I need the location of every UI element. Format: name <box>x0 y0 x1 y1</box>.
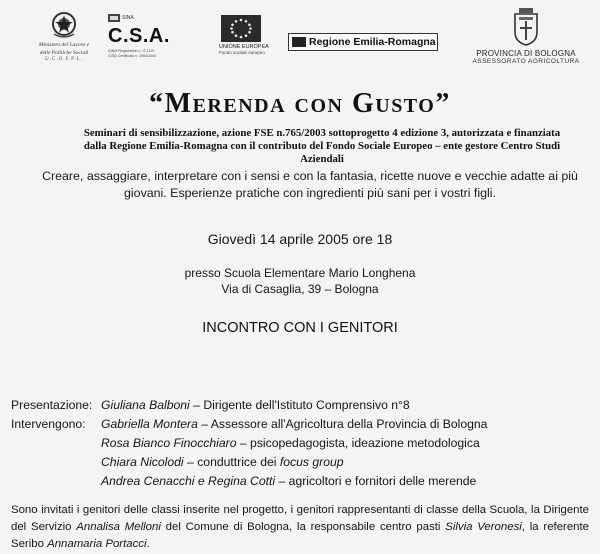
speaker-role: – Assessore all'Agricoltura della Provincia di Bologna <box>197 417 488 431</box>
invite-name: Silvia Veronesi <box>445 521 522 533</box>
intro-line2: giovani. Esperienze pratiche con ingredienti più sani per i vostri figli. <box>124 186 496 200</box>
logo-strip <box>0 6 600 78</box>
section-heading: INCONTRO CON I GENITORI <box>202 320 398 336</box>
region-mark-icon <box>292 37 306 47</box>
presentation-entry <box>101 396 410 415</box>
eu-logo <box>219 15 283 55</box>
eu-line2: Fondo sociale europeo <box>219 50 265 55</box>
invitation-paragraph <box>11 502 589 553</box>
ministry-line1: Ministero del Lavoro e <box>38 42 90 48</box>
speaker-row <box>11 434 596 453</box>
speaker-name: Andrea Cenacchi e Regina Cotti <box>101 474 276 488</box>
speaker-row <box>11 453 596 472</box>
ministry-line2: delle Politiche Sociali <box>39 50 89 56</box>
province-line2: ASSESSORATO AGRICOLTURA <box>472 58 580 65</box>
emblem-icon <box>50 10 78 40</box>
speakers-label: Intervengono: <box>11 417 86 431</box>
invite-text: . <box>146 538 150 550</box>
region-logo <box>288 33 438 51</box>
venue-line1: presso Scuola Elementare Mario Longhena <box>184 266 416 280</box>
province-line1: PROVINCIA DI BOLOGNA <box>476 49 576 58</box>
speaker-name: Gabriella Montera <box>101 417 198 431</box>
speaker-entry <box>101 453 344 472</box>
speaker-role: – agricoltori e fornitori delle merende <box>275 474 477 488</box>
csa-top-label: SINA <box>122 15 134 21</box>
event-date: Giovedì 14 aprile 2005 ore 18 <box>207 231 393 247</box>
speaker-name: Chiara Nicolodi <box>101 455 184 469</box>
csa-cert1: IQNet Registration n. IT-1120 <box>108 49 155 53</box>
eu-line1: UNIONE EUROPEA <box>219 44 269 50</box>
speaker-entry <box>101 415 487 434</box>
speaker-role: – psicopedagogista, ideazione metodologica <box>236 436 480 450</box>
ministry-logo <box>28 10 100 62</box>
speaker-entry <box>101 434 480 453</box>
speaker-name: Rosa Bianco Finocchiaro <box>101 436 237 450</box>
region-name: Regione Emilia-Romagna <box>309 36 436 48</box>
crest-icon <box>513 8 539 46</box>
intro-line1: Creare, assaggiare, interpretare con i sensi e con la fantasia, ricette nuove e vecchie adatte ai più <box>42 169 578 183</box>
csa-cert2: CISQ Certificato n. 1964/2004 <box>108 54 156 58</box>
speaker-row <box>11 415 596 434</box>
csa-logo <box>108 14 180 58</box>
invite-text: , la referente Seribo <box>11 521 589 550</box>
intro-text <box>40 168 580 202</box>
eu-flag-icon <box>221 15 261 42</box>
csa-name: C.S.A. <box>108 25 170 47</box>
event-title: “Merenda con Gusto” <box>149 88 451 119</box>
certification-icon <box>108 14 120 22</box>
invite-text: Sono invitati i genitori delle classi inserite nel progetto, i genitori rappresentanti di classe della Scuola, la Dirigente del Servizio <box>11 504 589 533</box>
presentation-label: Presentazione: <box>11 398 93 412</box>
presenter-role: – Dirigente dell'Istituto Comprensivo n°8 <box>189 398 410 412</box>
speaker-role: – conduttrice dei <box>183 455 280 469</box>
invite-name: Annamaria Portacci <box>47 538 147 550</box>
ministry-line3: U.C.O.F.P.L. <box>45 57 83 62</box>
speaker-role-extra: focus group <box>279 455 344 469</box>
event-subtitle: Seminari di sensibilizzazione, azione FSE n.765/2003 sottoprogetto 4 edizione 3, autorizzata e finanziata dalla Regione Emilia-Romagna con il contributo del Fondo Sociale Europeo – ente gestore Centro Studi Aziendali <box>83 127 561 165</box>
speaker-entry <box>101 472 476 491</box>
province-logo <box>466 8 586 65</box>
speaker-row <box>11 472 596 491</box>
venue-line2: Via di Casaglia, 39 – Bologna <box>221 282 379 296</box>
presentation-row <box>11 396 596 415</box>
speakers-list <box>11 396 596 491</box>
event-venue <box>100 265 500 297</box>
invite-name: Annalisa Melloni <box>76 521 161 533</box>
invite-text: del Comune di Bologna, la responsabile centro pasti <box>160 521 446 533</box>
presenter-name: Giuliana Balboni <box>101 398 190 412</box>
